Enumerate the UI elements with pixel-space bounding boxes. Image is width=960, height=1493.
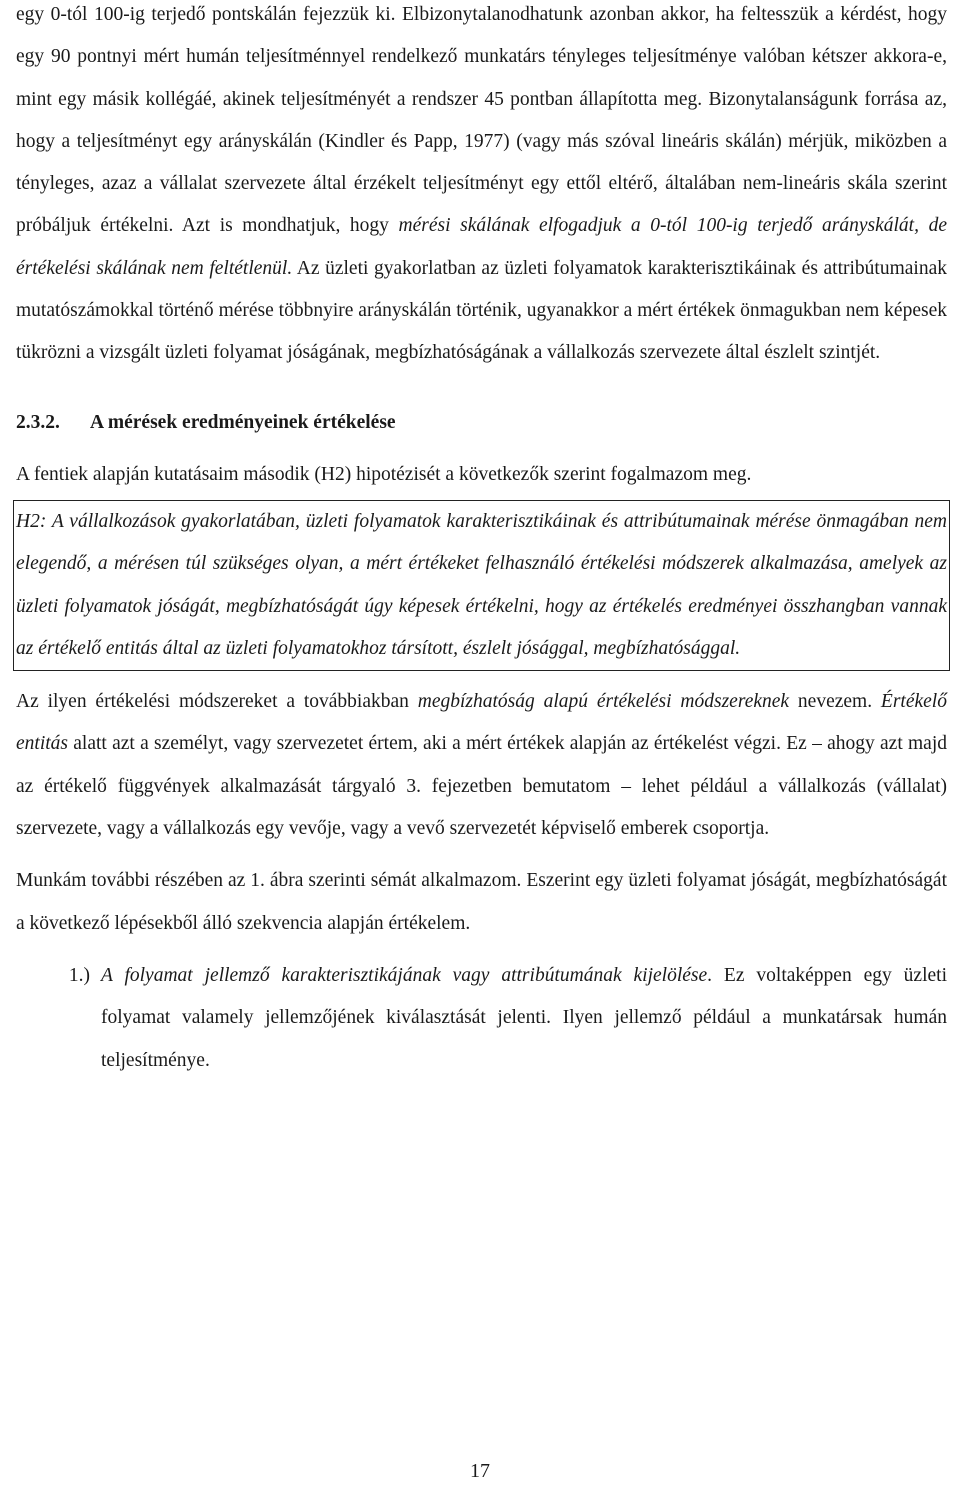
list-item-text [101,955,947,1082]
page-number: 17 [470,1460,490,1482]
hypothesis-box [13,500,950,671]
document-page [16,0,947,1082]
section-number: 2.3.2. [16,411,60,433]
paragraph-italic-text: mérési skálának elfogadjuk a 0-tól 100-ig terjedő arányskálát, de értékelési skálának nem feltétlenül. [16,215,947,279]
hypothesis-text: H2: A vállalkozások gyakorlatában, üzleti folyamatok karakterisztikáinak és attribútumainak mérése önmagában nem elegendő, a mérésen túl szükséges olyan, a mért értékeket felhasználó értékelési módszerek alkalmazása, amelyek az üzleti folyamatok jóságát, megbízhatóságát úgy képesek értékelni, hogy az értékelés eredményei összhangban vannak az értékelő entitás által az üzleti folyamatokhoz társított, észlelt jósággal, megbízhatósággal. [16,510,947,659]
term-evaluating-entity: Értékelő entitás [16,691,947,755]
paragraph-text: egy 0-tól 100-ig terjedő pontskálán fejezzük ki. Elbizonytalanodhatunk azonban akkor, ha feltesszük a kérdést, hogy egy 90 pontnyi mért humán teljesítménnyel rendelkező munkatárs tényleges teljesítménye valóban kétszer akkora-e, mint egy másik kollégáé, akinek teljesítményét a rendszer 45 pontban állapította meg. Bizonytalanságunk forrása az, hogy a teljesítményt egy arányskálán (Kindler és Papp, 1977) (vagy más szóval lineáris skálán) mérjük, miközben a tényleges, azaz a vállalat szervezete által érzékelt teljesítményt egy ettől eltérő, általában nem-lineáris skála szerint próbáljuk értékelni. Azt is mondhatjuk, hogy [16,4,947,237]
term-reliability-based-methods: megbízhatóság alapú értékelési módszereknek [417,691,790,713]
section-heading [16,402,947,444]
paragraph-scales [16,0,947,375]
paragraph-definitions [16,681,947,850]
paragraph-text: alatt azt a személyt, vagy szervezetet értem, aki a mért értékek alapján az értékelést végzi. Ez – ahogy azt majd az értékelő függvények alkalmazását tárgyaló 3. fejezetben bemutatom – lehet például a vállalkozás (vállalat) szervezete, vagy a vállalkozás egy vevője, vagy a vevő szervezetét képviselő emberek csoportja. [16,733,947,840]
list-item-italic-text: A folyamat jellemző karakterisztikájának vagy attribútumának kijelölése [101,964,708,986]
paragraph-method-scheme: Munkám további részében az 1. ábra szerinti sémát alkalmazom. Eszerint egy üzleti folyamat jóságát, megbízhatóságát a következő lépésekből álló szekvencia alapján értékelem. [16,870,947,934]
paragraph-text: nevezem. [789,691,881,713]
paragraph-text: Az üzleti gyakorlatban az üzleti folyamatok karakterisztikáinak és attribútumainak mutatószámokkal történő mérése többnyire arányskálán történik, ugyanakkor a mért értékek önmagukban nem képesek tükrözni a vizsgált üzleti folyamat jóságának, megbízhatóságának a vállalkozás szervezete által észlelt szintjét. [16,257,947,364]
list-marker: 1.) [68,964,90,986]
paragraph-text: Az ilyen értékelési módszereket a továbbiakban [16,691,418,713]
section-title: A mérések eredményeinek értékelése [90,411,396,433]
list-item-rest-text: . Ez voltaképpen egy üzleti folyamat valamely jellemzőjének kiválasztását jelenti. Ilyen jellemző például a munkatársak humán teljesítménye. [101,964,947,1071]
paragraph-hypothesis-intro: A fentiek alapján kutatásaim második (H2) hipotézisét a következők szerint fogalmazom meg. [16,463,752,485]
list-item [16,955,947,1082]
